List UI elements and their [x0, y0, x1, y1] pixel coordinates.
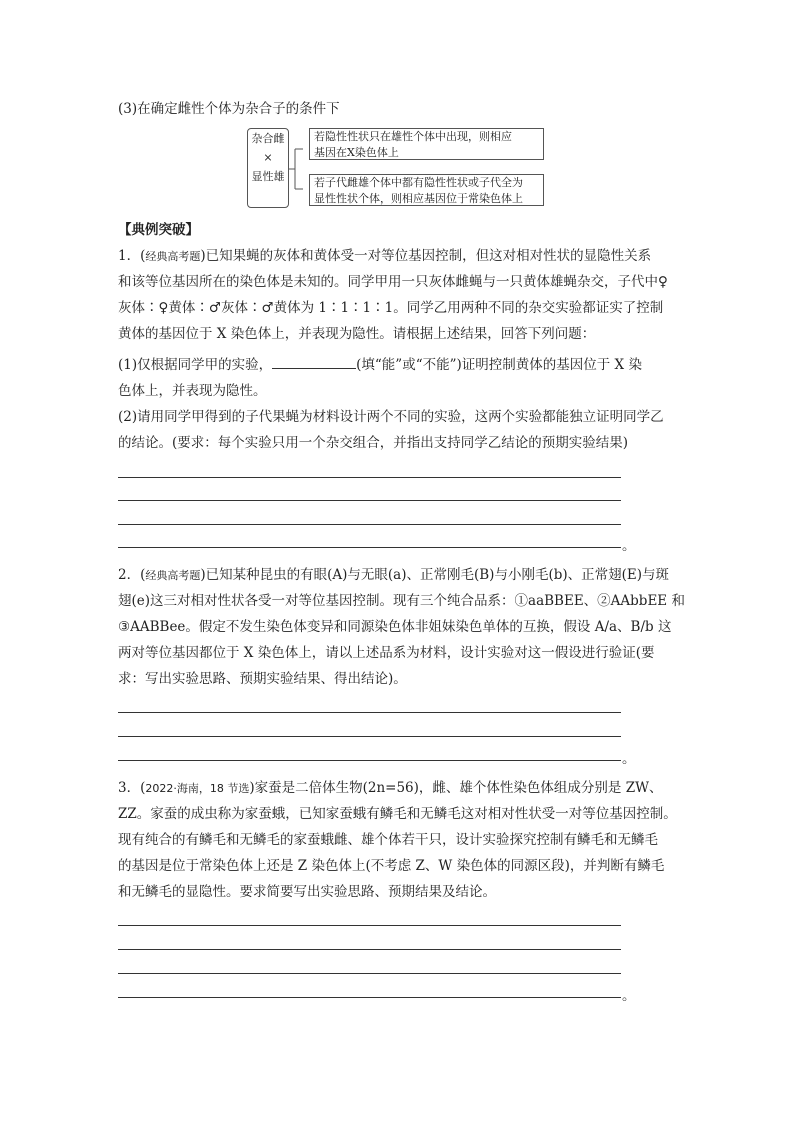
q1-line2: 和该等位基因所在的染色体是未知的。同学甲用一只灰体雌蝇与一只黄体雄蝇杂交，子代中♀	[118, 274, 668, 290]
q1-part2-line2: 的结论。(要求：每个实验只用一个杂交组合，并指出支持同学乙结论的预期实验结果)	[118, 435, 629, 451]
box1-line1: 若隐性性状只在雄性个体中出现，则相应	[314, 130, 512, 143]
q1-part2-line1: (2)请用同学甲得到的子代果蝇为材料设计两个不同的实验，这两个实验都能独立证明同学乙	[118, 409, 664, 425]
section-heading: 【典例突破】	[118, 222, 199, 238]
box1-line2: 基因在X染色体上	[314, 146, 399, 159]
q3-number: 3．(	[118, 780, 146, 796]
q2-source: 经典高考题	[145, 569, 201, 582]
intro-line: (3)在确定雌性个体为杂合子的条件下	[118, 101, 340, 117]
answer-line[interactable]	[118, 949, 621, 950]
q3-line5: 和无鳞毛的显隐性。要求简要写出实验思路、预期结果及结论。	[118, 884, 496, 900]
q3-line4: 的基因是位于常染色体上还是 Z 染色体上(不考虑 Z、W 染色体的同源区段)，并判断有鳞毛	[118, 858, 665, 874]
answer-line[interactable]	[118, 477, 621, 478]
diagram-main-line2: ×	[263, 151, 273, 164]
diagram-main-line1: 杂合雌	[251, 132, 285, 145]
q1-part1-text-b: (填“能”或“不能”)证明控制黄体的基因位于 X 染	[356, 357, 642, 373]
answer-blank[interactable]	[272, 356, 356, 369]
q2-number: 2．(	[118, 567, 146, 583]
box2-line1: 若子代雌雄个体中都有隐性性状或子代全为	[314, 176, 523, 189]
q2-line1	[118, 563, 678, 583]
q2-line3: ③AABBee。假定不发生染色体变异和同源染色体非姐妹染色单体的互换，假设 A/a、B/b 这	[118, 619, 672, 635]
q3-line2: ZZ。家蚕的成虫称为家蚕蛾，已知家蚕蛾有鳞毛和无鳞毛这对相对性状受一对等位基因控制。	[118, 806, 677, 822]
q1-text-1: )已知果蝇的灰体和黄体受一对等位基因控制，但这对相对性状的显隐性关系	[200, 248, 652, 264]
diagram-outcome-box-1	[309, 128, 544, 160]
answer-line[interactable]	[118, 712, 621, 713]
answer-line[interactable]	[118, 524, 621, 525]
diagram-cross-box	[247, 128, 289, 208]
answer-line[interactable]	[118, 760, 621, 761]
q1-part1-line2: 色体上，并表现为隐性。	[118, 383, 267, 399]
q1-line4: 黄体的基因位于 X 染色体上，并表现为隐性。请根据上述结果，回答下列问题：	[118, 326, 596, 342]
q1-number: 1．(	[118, 248, 146, 264]
answer-line[interactable]	[118, 500, 621, 501]
box2-line2: 显性性状个体，则相应基因位于常染色体上	[314, 192, 523, 205]
answer-line[interactable]	[118, 547, 621, 548]
q3-source: 2022·海南，18 节选	[145, 782, 250, 795]
diagram-main-line3: 显性雄	[251, 170, 285, 183]
answer-line[interactable]	[118, 736, 621, 737]
end-period: 。	[622, 751, 636, 767]
brace-connector	[289, 145, 303, 193]
q1-source: 经典高考题	[145, 250, 201, 263]
q2-line2: 翅(e)这三对相对性状各受一对等位基因控制。现有三个纯合品系：①aaBBEE、②AAbbEE 和	[118, 593, 685, 609]
q2-text-1: )已知某种昆虫的有眼(A)与无眼(a)、正常刚毛(B)与小刚毛(b)、正常翅(E)与斑	[200, 567, 670, 583]
diagram-outcome-box-2	[309, 174, 544, 206]
q2-line5: 求：写出实验思路、预期实验结果、得出结论)。	[118, 671, 407, 687]
q1-part1-line1	[118, 353, 678, 373]
q3-line3: 现有纯合的有鳞毛和无鳞毛的家蚕蛾雌、雄个体若干只，设计实验探究控制有鳞毛和无鳞毛	[118, 832, 658, 848]
end-period: 。	[622, 988, 636, 1004]
answer-line[interactable]	[118, 925, 621, 926]
q1-part1-text-a: (1)仅根据同学甲的实验，	[118, 357, 273, 373]
q2-line4: 两对等位基因都位于 X 染色体上，请以上述品系为材料，设计实验对这一假设进行验证(要	[118, 645, 655, 661]
q3-line1	[118, 776, 678, 796]
q3-text-1: )家蚕是二倍体生物(2n=56)，雌、雄个体性染色体组成分别是 ZW、	[249, 780, 663, 796]
answer-line[interactable]	[118, 997, 621, 998]
end-period: 。	[622, 538, 636, 554]
q1-line3: 灰体∶♀黄体∶♂灰体∶♂黄体为 1∶1∶1∶1。同学乙用两种不同的杂交实验都证实了控制	[118, 300, 664, 316]
answer-line[interactable]	[118, 973, 621, 974]
q1-line1	[118, 244, 678, 264]
